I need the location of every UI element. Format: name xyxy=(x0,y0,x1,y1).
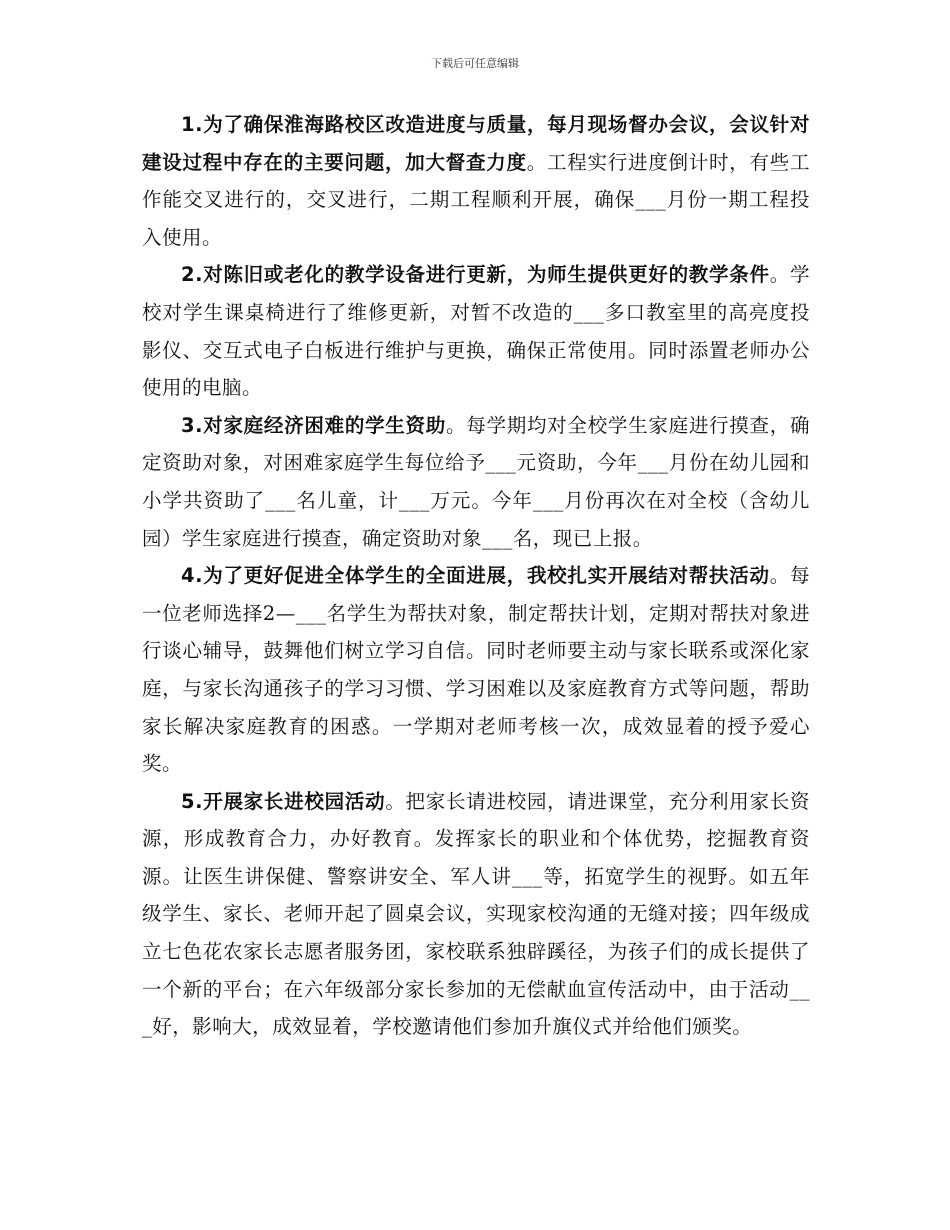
document-body xyxy=(142,106,810,1046)
paragraph-3-body: 。每学期均对全校学生家庭进行摸查，确定资助对象，对困难家庭学生每位给予___元资助，今年___月份在幼儿园和小学共资助了___名儿童，计___万元。今年___月份再次在对全校（含幼儿园）学生家庭进行摸查，确定资助对象___名，现已上报。 xyxy=(142,413,810,550)
header-note: 下载后可任意编辑 xyxy=(431,57,519,70)
paragraph-2-body: 。学校对学生课桌椅进行了维修更新，对暂不改造的___多口教室里的高亮度投影仪、交互式电子白板进行维护与更换，确保正常使用。同时添置老师办公使用的电脑。 xyxy=(142,263,810,400)
paragraph-5 xyxy=(142,783,810,1046)
paragraph-3-lead: 3.对家庭经济困难的学生资助 xyxy=(181,413,447,437)
paragraph-1-body: 。工程实行进度倒计时，有些工作能交叉进行的，交叉进行，二期工程顺利开展，确保___月份一期工程投入使用。 xyxy=(142,150,810,249)
paragraph-2 xyxy=(142,256,810,406)
paragraph-3 xyxy=(142,407,810,557)
paragraph-4 xyxy=(142,557,810,783)
paragraph-5-body: 。把家长请进校园，请进课堂，充分利用家长资源，形成教育合力，办好教育。发挥家长的职业和个体优势，挖掘教育资源。让医生讲保健、警察讲安全、军人讲___等，拓宽学生的视野。如五年级学生、家长、老师开起了圆桌会议，实现家校沟通的无缝对接；四年级成立七色花农家长志愿者服务团，家校联系独辟蹊径，为孩子们的成长提供了一个新的平台；在六年级部分家长参加的无偿献血宣传活动中，由于活动___好，影响大，成效显着，学校邀请他们参加升旗仪式并给他们颁奖。 xyxy=(142,789,810,1039)
paragraph-5-lead: 5.开展家长进校园活动 xyxy=(181,789,386,813)
paragraph-4-lead: 4.为了更好促进全体学生的全面进展，我校扎实开展结对帮扶活动 xyxy=(181,564,770,588)
paragraph-1 xyxy=(142,106,810,256)
paragraph-4-body: 。每一位老师选择2—___名学生为帮扶对象，制定帮扶计划，定期对帮扶对象进行谈心辅导，鼓舞他们树立学习自信。同时老师要主动与家长联系或深化家庭，与家长沟通孩子的学习习惯、学习困难以及家庭教育方式等问题，帮助家长解决家庭教育的困惑。一学期对老师考核一次，成效显着的授予爱心奖。 xyxy=(142,564,810,776)
paragraph-2-lead: 2.对陈旧或老化的教学设备进行更新，为师生提供更好的教学条件 xyxy=(181,263,770,287)
paragraph-1-lead: 1.为了确保淮海路校区改造进度与质量，每月现场督办会议，会议针对建设过程中存在的主要问题，加大督查力度 xyxy=(142,113,810,174)
